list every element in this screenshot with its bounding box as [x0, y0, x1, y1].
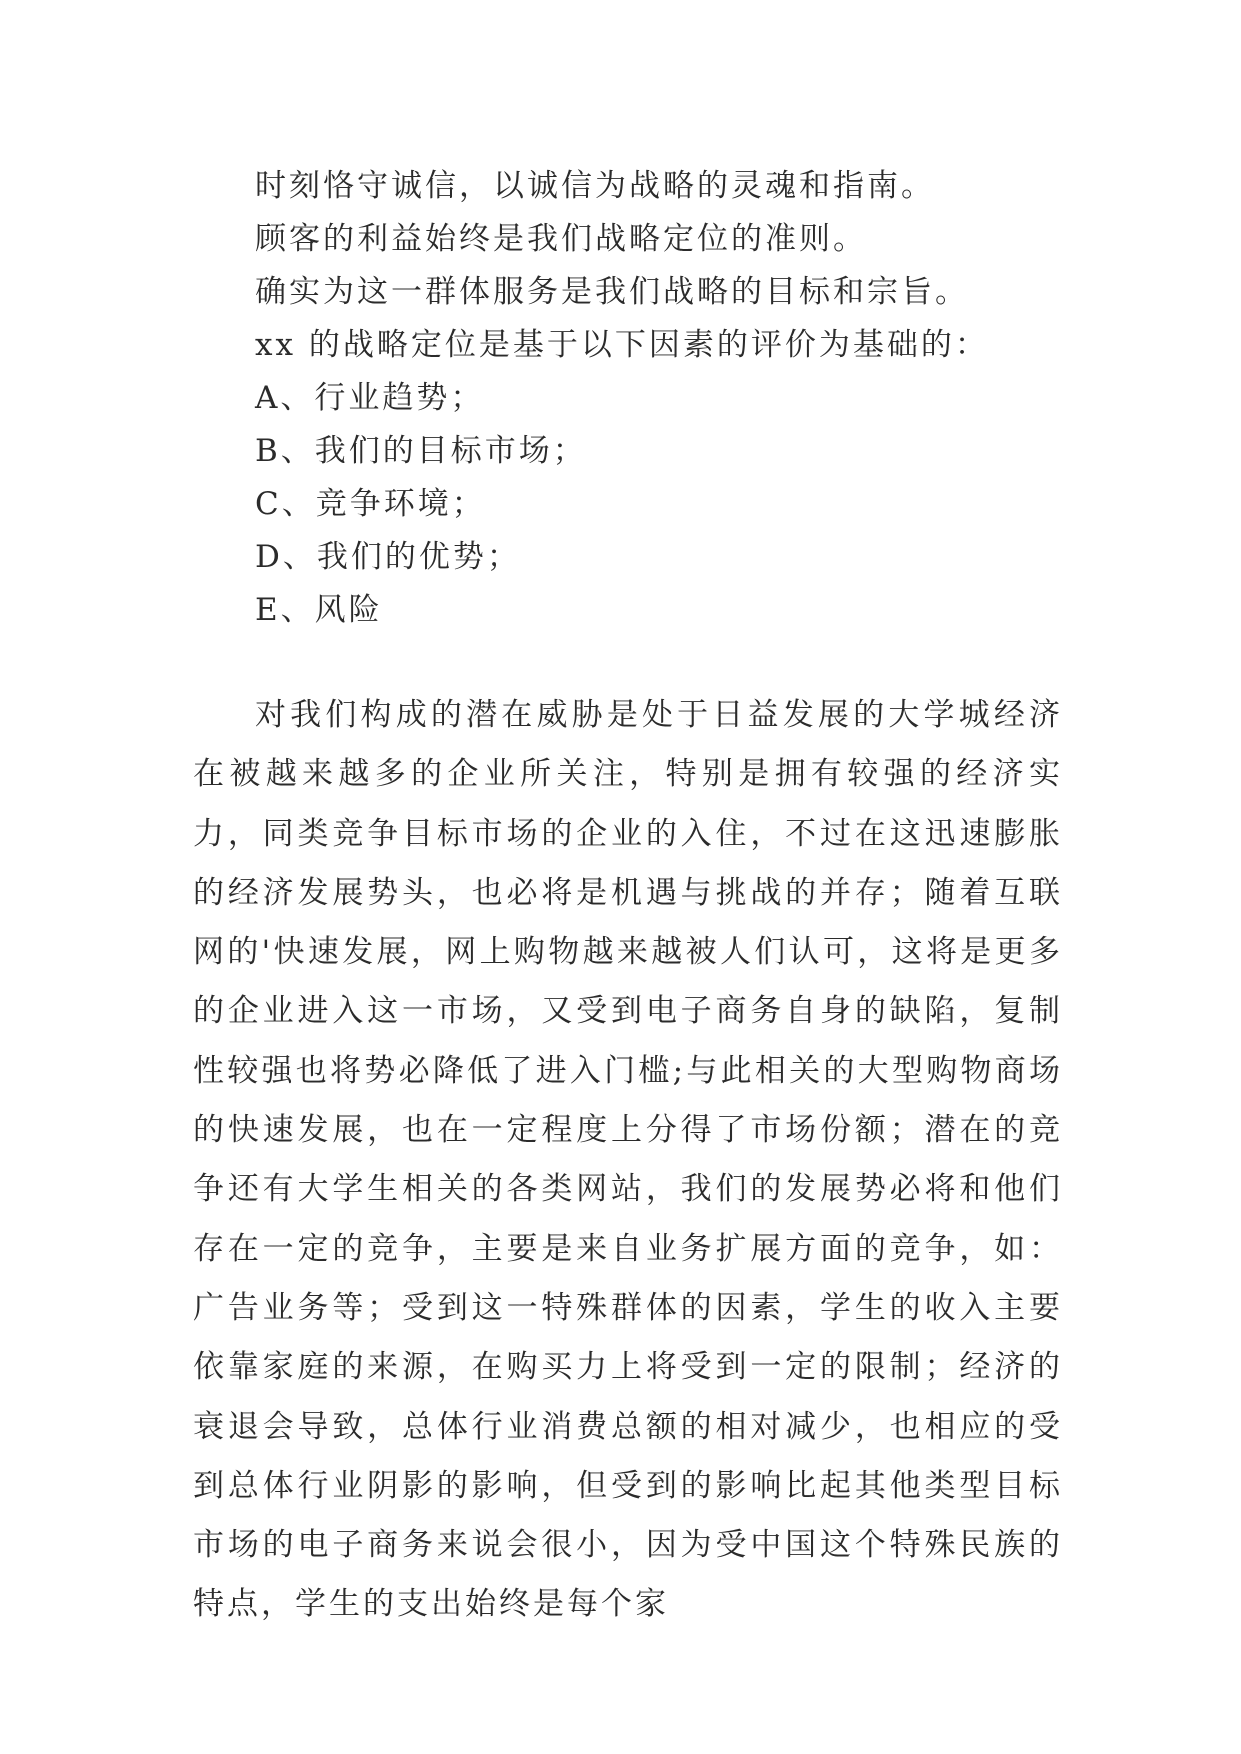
list-item-b: B、我们的目标市场； [255, 433, 587, 469]
body-paragraph: 对我们构成的潜在威胁是处于日益发展的大学城经济在被越来越多的企业所关注，特别是拥有较强的经济实力，同类竞争目标市场的企业的入住，不过在这迅速膨胀的经济发展势头，也必将是机遇与挑战的并存；随着互联网的'快速发展，网上购物越来越被人们认可，这将是更多的企业进入这一市场，又受到电子商务自身的缺陷，复制性较强也将势必降低了进入门槛;与此相关的大型购物商场的快速发展，也在一定程度上分得了市场份额；潜在的竞争还有大学生相关的各类网站，我们的发展势必将和他们存在一定的竞争，主要是来自业务扩展方面的竞争，如：广告业务等；受到这一特殊群体的因素，学生的收入主要依靠家庭的来源，在购买力上将受到一定的限制；经济的衰退会导致，总体行业消费总额的相对减少，也相应的受到总体行业阴影的影响，但受到的影响比起其他类型目标市场的电子商务来说会很小，因为受中国这个特殊民族的特点，学生的支出始终是每个家 [193, 697, 1063, 1623]
text-line-3: 确实为这一群体服务是我们战略的目标和宗旨。 [255, 274, 969, 310]
list-item-d: D、我们的优势； [255, 539, 521, 575]
list-item-c: C、竞争环境； [255, 486, 486, 522]
text-line-1: 时刻恪守诚信，以诚信为战略的灵魂和指南。 [255, 168, 935, 204]
list-item-a: A、行业趋势； [255, 380, 485, 416]
text-line-4: xx 的战略定位是基于以下因素的评价为基础的： [255, 327, 989, 363]
text-line-2: 顾客的利益始终是我们战略定位的准则。 [255, 221, 867, 257]
list-item-e: E、风险 [255, 592, 383, 628]
